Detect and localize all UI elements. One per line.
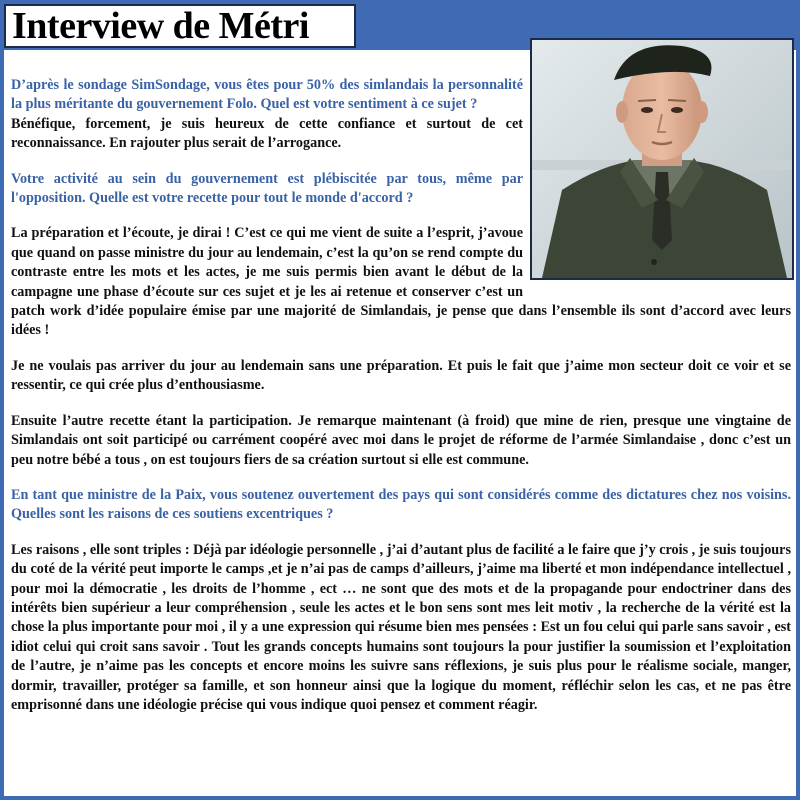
title-box xyxy=(4,4,356,48)
photo-spacer xyxy=(523,76,791,284)
article-body xyxy=(11,76,791,731)
question-2: Votre activité au sein du gouvernement est plébiscitée par tous, même par l'opposition. Quelle est votre recette pour tout le monde d'accord ? xyxy=(11,170,523,207)
answer-4: Ensuite l’autre recette étant la participation. Je remarque maintenant (à froid) que mine de rien, presque une vingtaine de Simlandais ont soit participé ou carrément coopéré avec moi dans le projet de réforme de l’armée Simlandaise , donc c’est un peu notre bébé a tous , on est toujours fiers de sa création surtout si elle est commune. xyxy=(11,412,791,468)
answer-2: La préparation et l’écoute, je dirai ! C’est ce qui me vient de suite a l’esprit, j’avoue que quand on passe ministre du jour au lendemain, c’est la qu’on se rend compte du contraste entre les mots et les actes, je me suis permis bien avant le début de la campagne une phase d’écoute sur ces sujet et je les ai retenue et conserver c’est un patch work d’idée populaire émise par une majorité de Simlandais, je pense que dans l’ensemble ils sont d’accord avec leurs idées ! xyxy=(11,225,791,339)
question-1: D’après le sondage SimSondage, vous êtes pour 50% des simlandais la personnalité la plus méritante du gouvernement Folo. Quel est votre sentiment à ce sujet ? xyxy=(11,77,523,113)
answer-5: Les raisons , elle sont triples : Déjà par idéologie personnelle , j’ai d’autant plus de facilité a le faire que j’y crois , je suis toujours du coté de la vérité peut importe le camps ,et je n’ai pas de camps d’ailleurs, j’aime ma liberté et mon indépendance intellectuel , pour moi la démocratie , les droits de l’homme , ect … ne sont que des mots et de la propagande pour endoctriner dans des intérêts bien supérieur a leur compréhension , seule les actes et le bon sens sont mes leit motiv , la recherche de la vérité est la chose la plus importante pour moi , il y a une expression qui résume bien mes pensées : Est un fou celui qui parle sans savoir , est idiot celui qui croit sans savoir . Tout les grands concepts humains sont toujours la pour justifier la soumission et l’exploitation de l’autre, je n’aime pas les concepts et encore moins les suivre sans réflexions, je suis plus pour le réalisme sociale, manger, dormir, travailler, protéger sa famille, et son honneur ainsi que la logique du moment, réfléchir selon les cas, et ne pas être emprisonné dans une idéologie précise qui vous indique quoi pensez et comment réagir. xyxy=(11,541,791,713)
answer-3: Je ne voulais pas arriver du jour au lendemain sans une préparation. Et puis le fait que j’aime mon secteur doit ce voir et se ressentir, ce qui crée plus d’enthousiasme. xyxy=(11,357,791,394)
question-3: En tant que ministre de la Paix, vous soutenez ouvertement des pays qui sont considérés comme des dictatures chez nos voisins. Quelles sont les raisons de ces soutiens excentriques ? xyxy=(11,486,791,523)
answer-1: Bénéfique, forcement, je suis heureux de cette confiance et surtout de cet reconnaissance. En rajouter plus serait de l’arrogance. xyxy=(11,115,523,152)
page-title: Interview de Métri xyxy=(12,5,309,47)
